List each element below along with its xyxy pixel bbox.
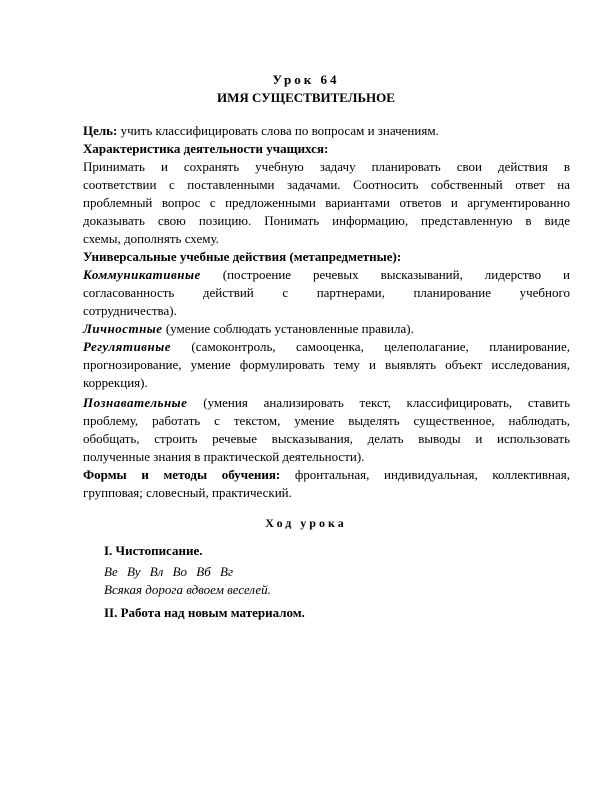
cognitive-line (83, 394, 570, 412)
personal-text: (умение соблюдать установленные правила). (165, 321, 414, 336)
characteristics-line: схемы, дополнять схему. (83, 231, 219, 246)
communicative-label: Коммуникативные (83, 267, 201, 282)
forms-line (83, 466, 570, 484)
cognitive-text: (умения анализировать текст, классифицировать, ставить (203, 395, 570, 410)
forms-text: фронтальная, индивидуальная, коллективная, (294, 467, 570, 482)
lesson-topic: ИМЯ СУЩЕСТВИТЕЛЬНОЕ (217, 90, 395, 105)
characteristics-line: Принимать и сохранять учебную задачу планировать свои действия в (83, 159, 570, 174)
characteristics-heading: Характеристика деятельности учащихся: (83, 141, 329, 156)
goal-text: учить классифицировать слова по вопросам и значениям. (120, 123, 439, 138)
uud-heading: Универсальные учебные действия (метапредметные): (83, 249, 402, 264)
section-title-calligraphy: I. Чистописание. (104, 543, 203, 558)
characteristics-line: проблемный вопрос с предложенными вариантами ответов и аргументированно (83, 195, 570, 210)
regulatory-line: прогнозирование, умение формулировать тему и выявлять объект исследования, (83, 357, 570, 372)
cognitive-line: обобщать, строить речевые высказывания, делать выводы и использовать (83, 431, 570, 446)
regulatory-line (83, 338, 570, 356)
forms-line: групповая; словесный, практический. (83, 485, 292, 500)
regulatory-line: коррекция). (83, 375, 148, 390)
communicative-line (83, 266, 570, 284)
cognitive-line: проблему, работать с текстом, умение выделять существенное, наблюдать, (83, 413, 570, 428)
calligraphy-proverb: Всякая дорога вдвоем веселей. (104, 582, 271, 597)
characteristics-line: доказывать свою позицию. Понимать информацию, представленную в виде (83, 213, 570, 228)
communicative-text: (построение речевых высказываний, лидерство и (222, 267, 571, 282)
goal-line (83, 122, 570, 140)
characteristics-line: соответствии с поставленными задачами. Соотносить собственный ответ на (83, 177, 570, 192)
cognitive-label: Познавательные (83, 395, 188, 410)
lesson-number: Урок 64 (272, 72, 340, 87)
communicative-line: согласованность действий с партнерами, планирование учебного (83, 285, 570, 300)
section-title-new-material: II. Работа над новым материалом. (104, 605, 305, 620)
forms-label: Формы и методы обучения: (83, 467, 281, 482)
personal-label: Личностные (83, 321, 163, 336)
calligraphy-letters: Ве Ву Вл Во Вб Вг (104, 564, 234, 579)
course-heading: Ход урока (265, 516, 347, 530)
personal-line (83, 320, 570, 338)
regulatory-label: Регулятивные (83, 339, 171, 354)
regulatory-text: (самоконтроль, самооценка, целеполагание, планирование, (191, 339, 570, 354)
cognitive-line: полученные знания в практической деятельности). (83, 449, 365, 464)
goal-label: Цель: (83, 123, 118, 138)
communicative-line: сотрудничества). (83, 303, 177, 318)
